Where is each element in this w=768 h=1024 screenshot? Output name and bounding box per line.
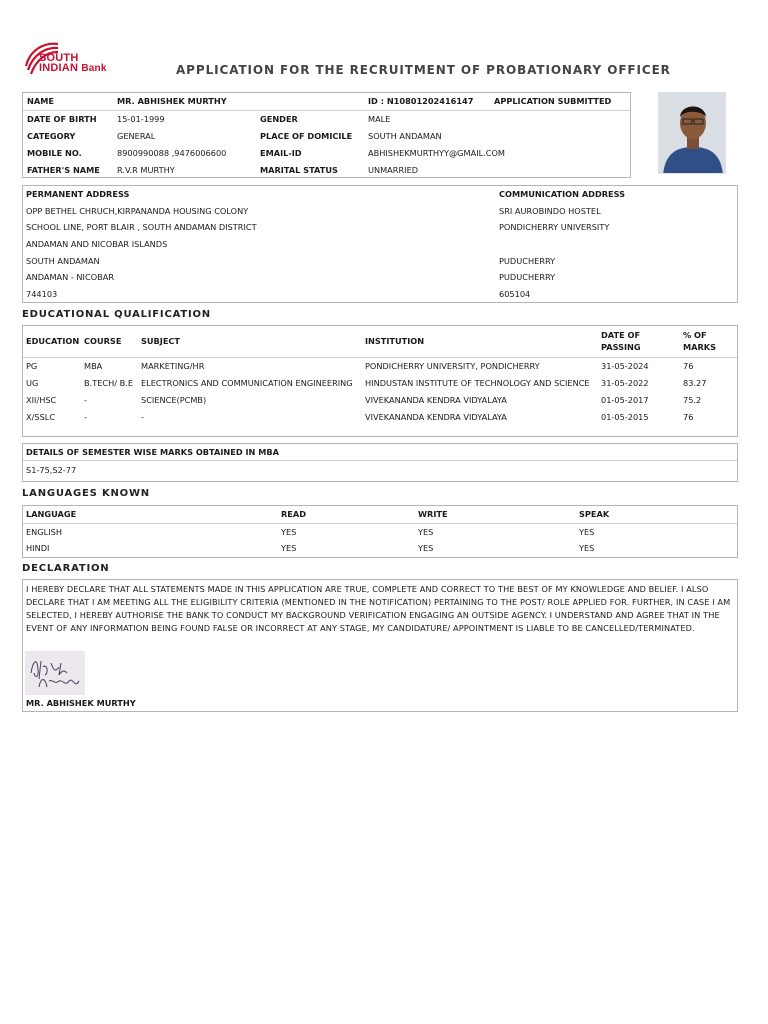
cell-education: XII/HSC xyxy=(26,394,57,405)
cell-course: MBA xyxy=(84,360,103,371)
email-label: EMAIL-ID xyxy=(260,147,302,158)
col-language: LANGUAGE xyxy=(23,506,278,523)
education-section-title: EDUCATIONAL QUALIFICATION xyxy=(22,309,211,320)
table-row xyxy=(23,357,737,374)
address-table xyxy=(22,185,738,303)
email-value: ABHISHEKMURTHYY@GMAIL.COM xyxy=(368,147,505,158)
cell-education: X/SSLC xyxy=(26,411,56,422)
languages-table xyxy=(22,505,738,558)
marital-status-label: MARITAL STATUS xyxy=(260,164,338,175)
personal-details-table xyxy=(22,92,631,178)
communication-address-line: SRI AUROBINDO HOSTEL xyxy=(499,205,601,216)
cell-education: UG xyxy=(26,377,39,388)
cell-course: - xyxy=(84,394,87,405)
permanent-address-label: PERMANENT ADDRESS xyxy=(26,189,130,200)
bank-logo xyxy=(24,40,134,80)
cell-institution: HINDUSTAN INSTITUTE OF TECHNOLOGY AND SCIENCE xyxy=(365,377,590,388)
application-id: ID : N10801202416147 xyxy=(364,93,490,110)
cell-language: ENGLISH xyxy=(26,526,62,537)
col-write: WRITE xyxy=(415,506,576,523)
name-label: NAME xyxy=(23,93,113,110)
semester-marks-label: DETAILS OF SEMESTER WISE MARKS OBTAINED IN MBA xyxy=(23,444,737,461)
logo-wordmark: SOUTH INDIAN Bank xyxy=(39,52,107,74)
cell-date: 01-05-2017 xyxy=(601,394,649,405)
communication-address-label: COMMUNICATION ADDRESS xyxy=(499,189,626,200)
permanent-address-line: OPP BETHEL CHRUCH,KIRPANANDA HOUSING COLONY xyxy=(26,205,249,216)
education-table xyxy=(22,325,738,437)
cell-course: B.TECH/ B.E xyxy=(84,377,134,388)
cell-date: 31-05-2024 xyxy=(601,360,649,371)
dob-value: 15-01-1999 xyxy=(117,113,165,124)
cell-marks: 75.2 xyxy=(683,394,702,405)
table-row xyxy=(23,523,737,540)
communication-address-line xyxy=(496,236,737,253)
table-row xyxy=(23,408,737,425)
signature-icon xyxy=(25,651,85,695)
permanent-address-line: ANDAMAN - NICOBAR xyxy=(26,272,115,283)
cell-subject: SCIENCE(PCMB) xyxy=(141,394,207,405)
col-read: READ xyxy=(278,506,415,523)
cell-speak: YES xyxy=(579,542,595,553)
cell-date: 01-05-2015 xyxy=(601,411,649,422)
cell-date: 31-05-2022 xyxy=(601,377,649,388)
cell-marks: 76 xyxy=(683,360,694,371)
col-date-of-passing: DATE OF PASSING xyxy=(598,326,680,357)
table-row xyxy=(23,374,737,391)
cell-write: YES xyxy=(418,542,434,553)
col-education: EDUCATION xyxy=(23,326,81,357)
signatory-name: MR. ABHISHEK MURTHY xyxy=(26,698,136,708)
permanent-address-line: SCHOOL LINE, PORT BLAIR , SOUTH ANDAMAN DISTRICT xyxy=(26,222,257,233)
communication-address-line: PUDUCHERRY xyxy=(499,255,556,266)
col-institution: INSTITUTION xyxy=(362,326,598,357)
gender-label: GENDER xyxy=(260,113,298,124)
applicant-photo xyxy=(658,92,726,174)
communication-address-line: PONDICHERRY UNIVERSITY xyxy=(499,222,610,233)
person-photo-icon xyxy=(659,93,726,174)
cell-education: PG xyxy=(26,360,38,371)
category-value: GENERAL xyxy=(117,130,156,141)
signature-image xyxy=(25,651,85,695)
cell-course: - xyxy=(84,411,87,422)
page-title: APPLICATION FOR THE RECRUITMENT OF PROBATIONARY OFFICER xyxy=(176,63,671,77)
semester-marks-box xyxy=(22,443,738,482)
name-value: MR. ABHISHEK MURTHY xyxy=(113,93,364,110)
cell-marks: 76 xyxy=(683,411,694,422)
col-subject: SUBJECT xyxy=(138,326,362,357)
cell-read: YES xyxy=(281,526,297,537)
declaration-box xyxy=(22,579,738,712)
permanent-address-line: SOUTH ANDAMAN xyxy=(26,255,100,266)
mobile-value: 8900990088 ,9476006600 xyxy=(117,147,227,158)
mobile-label: MOBILE NO. xyxy=(27,147,82,158)
domicile-value: SOUTH ANDAMAN xyxy=(368,130,442,141)
father-name-label: FATHER'S NAME xyxy=(27,164,100,175)
declaration-section-title: DECLARATION xyxy=(22,563,110,574)
communication-address-line: 605104 xyxy=(499,288,531,299)
application-status: APPLICATION SUBMITTED xyxy=(490,93,630,110)
marital-status-value: UNMARRIED xyxy=(368,164,419,175)
dob-label: DATE OF BIRTH xyxy=(27,113,97,124)
cell-marks: 83.27 xyxy=(683,377,707,388)
domicile-label: PLACE OF DOMICILE xyxy=(260,130,353,141)
communication-address-line: PUDUCHERRY xyxy=(499,272,556,283)
permanent-address-line: ANDAMAN AND NICOBAR ISLANDS xyxy=(26,239,168,250)
col-speak: SPEAK xyxy=(576,506,737,523)
cell-institution: VIVEKANANDA KENDRA VIDYALAYA xyxy=(365,394,507,405)
cell-speak: YES xyxy=(579,526,595,537)
cell-read: YES xyxy=(281,542,297,553)
cell-subject: - xyxy=(141,411,144,422)
cell-institution: PONDICHERRY UNIVERSITY, PONDICHERRY xyxy=(365,360,540,371)
languages-section-title: LANGUAGES KNOWN xyxy=(22,488,150,499)
col-course: COURSE xyxy=(81,326,138,357)
table-row xyxy=(23,540,737,557)
col-marks: % OF MARKS xyxy=(680,326,737,357)
table-row xyxy=(23,391,737,408)
cell-institution: VIVEKANANDA KENDRA VIDYALAYA xyxy=(365,411,507,422)
father-name-value: R.V.R MURTHY xyxy=(117,164,175,175)
cell-language: HINDI xyxy=(26,542,50,553)
cell-write: YES xyxy=(418,526,434,537)
permanent-address-line: 744103 xyxy=(26,288,58,299)
category-label: CATEGORY xyxy=(27,130,76,141)
semester-marks-value: S1-75,S2-77 xyxy=(26,465,77,475)
cell-subject: MARKETING/HR xyxy=(141,360,205,371)
declaration-text: I HEREBY DECLARE THAT ALL STATEMENTS MADE IN THIS APPLICATION ARE TRUE, COMPLETE AND CORRECT TO THE BEST OF MY KNOWLEDGE AND BELIEF. I ALSO DECLARE THAT I AM MEETING ALL THE ELIGIBILITY CRITERIA (MENTIONED IN THE NOTIFICATION) PERTAINING TO THE POST/ ROLE APPLIED FOR. FURTHER, IN CASE I AM SELECTED, I HEREBY AUTHORISE THE BANK TO CONDUCT MY BACKGROUND VERIFICATION ENGAGING AN OUTSIDE AGENCY. I UNDERSTAND AND AGREE THAT IN THE EVENT OF ANY INFORMATION BEING FOUND FALSE OR INCORRECT AT ANY STAGE, MY CANDIDATURE/ APPOINTMENT IS LIABLE TO BE CANCELLED/TERMINATED. xyxy=(26,584,731,633)
gender-value: MALE xyxy=(368,113,391,124)
cell-subject: ELECTRONICS AND COMMUNICATION ENGINEERING xyxy=(141,377,353,388)
